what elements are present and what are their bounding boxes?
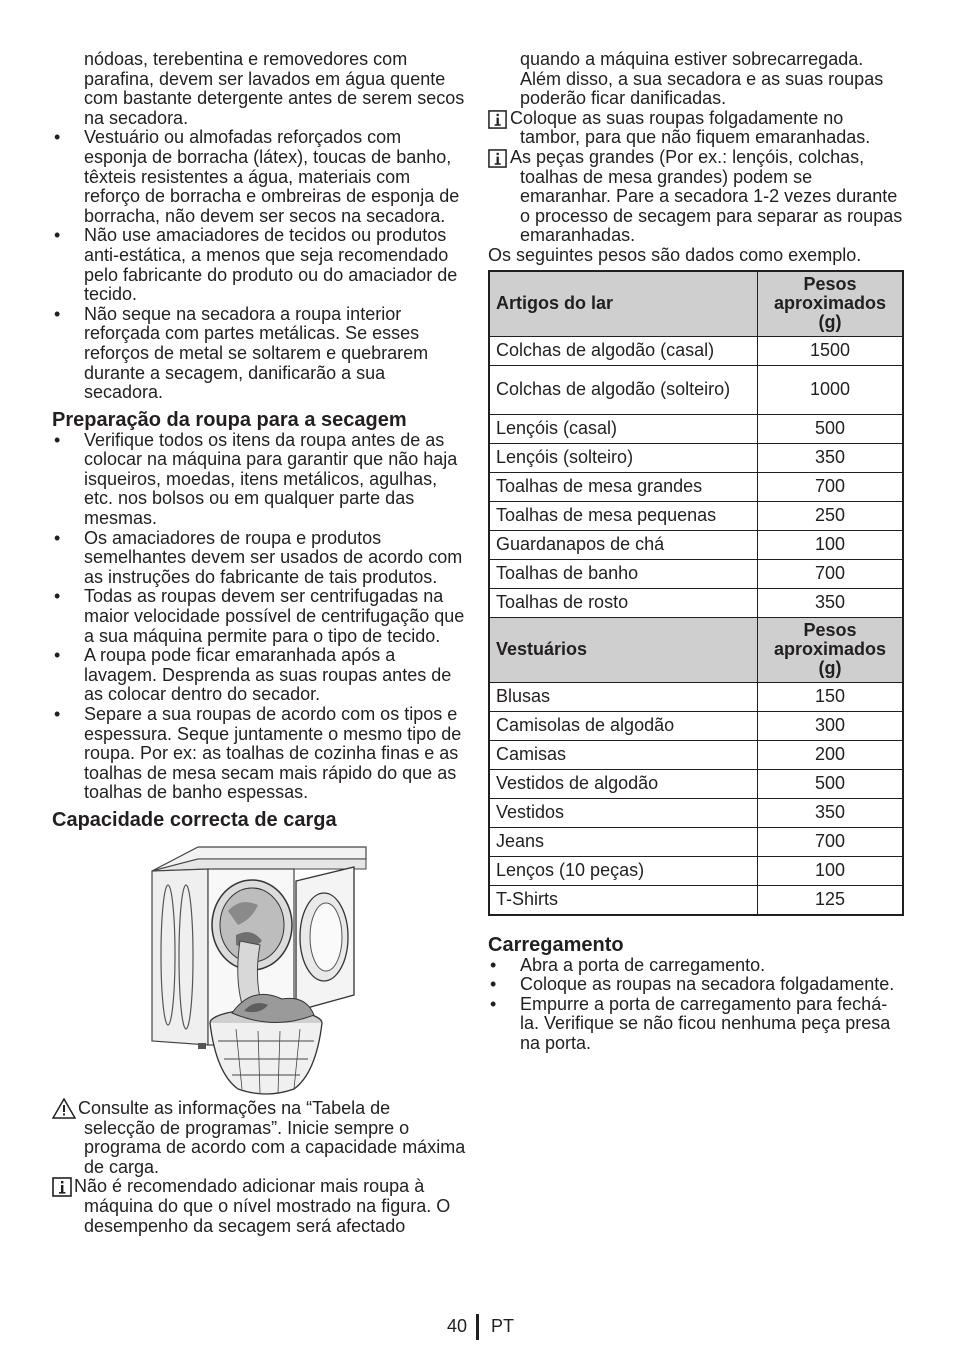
table-cell: Jeans [489,827,758,856]
table-cell: 350 [758,798,904,827]
table-cell: Lençóis (casal) [489,414,758,443]
info-note [52,1177,466,1236]
table-cell: Toalhas de banho [489,559,758,588]
table-row [489,588,903,617]
table-cell: Vestidos [489,798,758,827]
table-cell: Camisolas de algodão [489,711,758,740]
table-row [489,472,903,501]
table-row [489,885,903,915]
table-row [489,856,903,885]
info-note-text: As peças grandes (Por ex.: lençóis, colchas, toalhas de mesa grandes) podem se emaranhar. Pare a secadora 1-2 vezes durante o processo de secagem para separar as roupas emaranhadas. [510,146,903,246]
weights-table [488,270,904,916]
list-item: • Não use amaciadores de tecidos ou produtos anti-estática, a menos que seja recomendado pelo fabricante do produto ou do amaciador de tecido. [52,226,466,304]
table-cell: 700 [758,827,904,856]
table-row [489,365,903,414]
info-note-text: Coloque as suas roupas folgadamente no tambor, para que não fiquem emaranhadas. [510,107,871,148]
table-row [489,336,903,365]
info-icon [488,149,507,168]
table-cell: Colchas de algodão (casal) [489,336,758,365]
page-footer [0,1314,954,1340]
list-item: • Vestuário ou almofadas reforçados com esponja de borracha (látex), toucas de banho, têxteis resistentes a água, materiais com reforço de borracha e ombreiras de esponja de borracha, não devem ser secos na secadora. [52,128,466,226]
table-cell: Lençóis (solteiro) [489,443,758,472]
table-header-row [489,271,903,337]
left-column [52,50,466,1236]
table-cell: 1500 [758,336,904,365]
header-weight: Pesos aproximados (g) [758,617,904,682]
table-cell: Blusas [489,682,758,711]
header-clothing: Vestuários [489,617,758,682]
table-cell: 200 [758,740,904,769]
table-cell: 1000 [758,365,904,414]
table-row [489,414,903,443]
table-cell: 300 [758,711,904,740]
intro-text: nódoas, terebentina e removedores com parafina, devem ser lavados em água quente com bastante detergente antes de serem secos na secadora. [84,49,465,128]
info-icon [488,110,507,129]
table-cell: 700 [758,472,904,501]
table-intro: Os seguintes pesos são dados como exemplo. [488,244,862,265]
warning-icon [52,1098,76,1119]
language-code: PT [491,1316,515,1336]
table-cell: Vestidos de algodão [489,769,758,798]
info-note [488,148,906,246]
heading-preparation: Preparação da roupa para a secagem [52,408,407,431]
list-item: • A roupa pode ficar emaranhada após a lavagem. Desprenda as suas roupas antes de as colocar dentro do secador. [52,646,466,705]
table-row [489,559,903,588]
table-row [489,443,903,472]
table-cell: Colchas de algodão (solteiro) [489,365,758,414]
table-row [489,740,903,769]
list-item: • Verifique todos os itens da roupa antes de as colocar na máquina para garantir que não haja isqueiros, moedas, itens metálicos, agulhas, etc. nos bolsos ou em qualquer parte das mesmas. [52,431,466,529]
table-row [489,530,903,559]
table-cell: Toalhas de mesa pequenas [489,501,758,530]
info-icon [52,1177,72,1197]
list-item: • Coloque as roupas na secadora folgadamente. [488,975,906,995]
table-row [489,682,903,711]
table-cell: 500 [758,769,904,798]
info-note-text: Não é recomendado adicionar mais roupa à máquina do que o nível mostrado na figura. O desempenho da secagem será afectado [74,1176,451,1236]
header-weight: Pesos aproximados (g) [758,271,904,337]
table-row [489,798,903,827]
table-row [489,501,903,530]
list-item: • Empurre a porta de carregamento para fechá-la. Verifique se não ficou nenhuma peça presa na porta. [488,995,906,1054]
header-household: Artigos do lar [489,271,758,337]
list-item: • Abra a porta de carregamento. [488,956,906,976]
right-column [488,50,906,1054]
warning-note-text: Consulte as informações na “Tabela de selecção de programas”. Inicie sempre o programa de acordo com a capacidade máxima de carga. [78,1097,466,1177]
table-cell: 150 [758,682,904,711]
heading-loading: Carregamento [488,933,624,956]
table-cell: 350 [758,443,904,472]
heading-capacity: Capacidade correcta de carga [52,808,337,831]
table-header-row [489,617,903,682]
table-cell: Toalhas de mesa grandes [489,472,758,501]
table-cell: Guardanapos de chá [489,530,758,559]
list-item: • Os amaciadores de roupa e produtos semelhantes devem ser usados de acordo com as instruções do fabricante de tais produtos. [52,529,466,588]
table-row [489,827,903,856]
continuation-text: quando a máquina estiver sobrecarregada. Além disso, a sua secadora e as suas roupas poderão ficar danificadas. [520,49,884,109]
table-cell: Lenços (10 peças) [489,856,758,885]
list-item: • Todas as roupas devem ser centrifugadas na maior velocidade possível de centrifugação que a sua máquina permite para o tipo de tecido. [52,587,466,646]
table-cell: Toalhas de rosto [489,588,758,617]
table-cell: 125 [758,885,904,915]
table-cell: Camisas [489,740,758,769]
list-item: • Separe a sua roupas de acordo com os tipos e espessura. Seque juntamente o mesmo tipo de roupa. Por ex: as toalhas de cozinha finas e as toalhas de mesa secam mais rápido do que as toalhas de banho espessas. [52,705,466,803]
table-cell: 350 [758,588,904,617]
table-cell: 500 [758,414,904,443]
page-number: 40 [447,1316,468,1336]
warning-note [52,1099,466,1177]
table-cell: 100 [758,856,904,885]
list-item: • Não seque na secadora a roupa interior reforçada com partes metálicas. Se esses reforços de metal se soltarem e quebrarem durante a secagem, danificarão a sua secadora. [52,305,466,403]
table-cell: T-Shirts [489,885,758,915]
table-row [489,711,903,740]
table-row [489,769,903,798]
table-cell: 100 [758,530,904,559]
footer-divider [476,1314,479,1340]
table-cell: 250 [758,501,904,530]
dryer-loading-illustration [148,845,373,1097]
table-cell: 700 [758,559,904,588]
info-note [488,109,906,148]
